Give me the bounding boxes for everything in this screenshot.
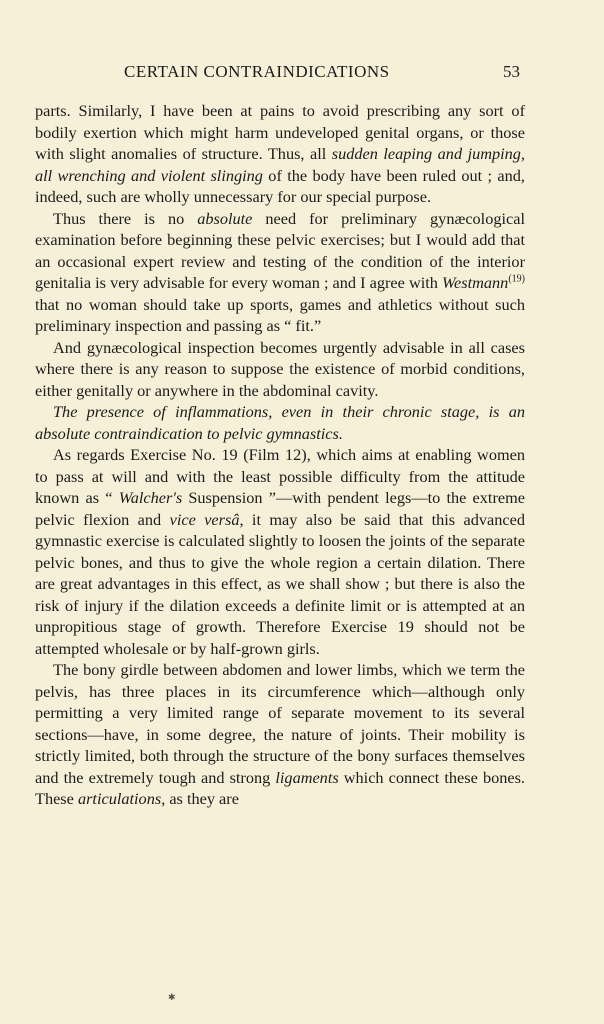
citation-reference: (19) [508,273,525,285]
paragraph-1 [35,100,525,208]
paragraph-2-text-b: need for preliminary gynæcological examination before beginning these pelvic exercises; but I would add that an occasional expert review and testing of the condition of the interior genitalia is very advisable for every woman ; and I agree with [35,208,525,292]
footer-asterisk-mark: ✱ [168,992,176,1002]
paragraph-5-text-b: Suspension ”—with pendent legs—to the extreme pelvic flexion and [35,488,525,529]
paragraph-6 [35,659,525,810]
paragraph-2-text-a: Thus there is no [53,208,198,228]
page-number: 53 [503,62,520,81]
paragraph-6-emphasis-ligaments: ligaments [275,767,339,787]
paragraph-2-text-c: that no woman should take up sports, games and athletics without such preliminary inspection and passing as “ fit.” [35,294,525,335]
paragraph-2-author-westmann: Westmann [441,273,509,292]
running-head-title: CERTAIN CONTRAINDICATIONS [124,62,390,81]
paragraph-6-text-c: , as they are [161,789,239,808]
paragraph-1-text-b: of the body have been ruled out ; and, indeed, such are wholly unnecessary for our special purpose. [35,165,526,206]
paragraph-4 [35,401,525,444]
paragraph-3: And gynæcological inspection becomes urgently advisable in all cases where there is any reason to suppose the existence of morbid conditions, either genitally or anywhere in the abdominal cavity. [35,337,525,400]
paragraph-5-emphasis-vice-versa: vice versâ [169,509,240,529]
paragraph-6-text-a: The bony girdle between abdomen and lower limbs, which we term the pelvis, has three places in its circumference which—although only permitting a very limited range of separate movement to its several sections—have, in some degree, the nature of joints. Their mobility is strictly limited, both through the structure of the bony surfaces themselves and the extremely tough and strong [35,660,525,787]
paragraph-5-text-a: As regards Exercise No. 19 (Film 12), which aims at enabling women to pass at will and with the least possible difficulty from the attitude known as “ [35,445,525,507]
paragraph-1-text-a: parts. Similarly, I have been at pains to avoid prescribing any sort of bodily exertion which might harm undeveloped genital organs, or those with slight anomalies of structure. Thus, all [35,101,525,163]
paragraph-2-emphasis-absolute: absolute [197,208,253,228]
paragraph-1-emphasis: sudden leaping and jumping, all wrenching and violent slinging [35,144,526,185]
body-text [35,100,525,810]
paragraph-2 [35,208,525,337]
paragraph-4-emphasis: The presence of inflammations, even in their chronic stage, is an absolute contraindication to pelvic gymnastics. [35,402,525,443]
paragraph-5-text-c: , it may also be said that this advanced gymnastic exercise is calculated slightly to loosen the joints of the separate pelvic bones, and thus to give the whole region a certain dilation. There are great advantages in this effect, as we shall show ; but there is also the risk of injury if the dilation exceeds a definite limit or is attempted at an unpropitious stage of growth. Therefore Exercise 19 should not be attempted wholesale or by half-grown girls. [35,509,525,658]
running-head [0,62,604,86]
paragraph-6-text-b: which connect these bones. These [35,767,525,808]
paragraph-5-emphasis-walcher: Walcher's [118,488,183,507]
paragraph-6-emphasis-articulations: articulations [77,789,162,808]
paragraph-5 [35,444,525,659]
